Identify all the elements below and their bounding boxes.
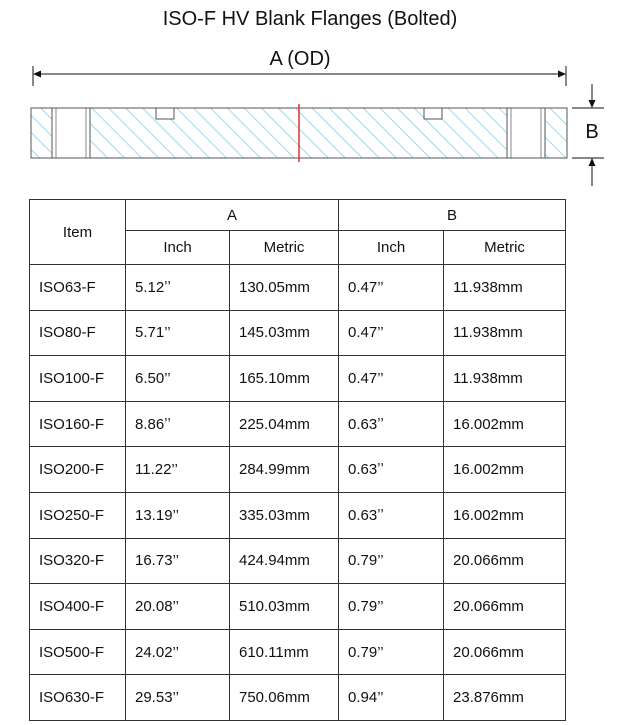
a-metric-cell: 424.94mm (230, 538, 339, 584)
table-row (30, 447, 566, 493)
b-inch-cell: 0.94’’ (339, 675, 444, 721)
table-row (30, 401, 566, 447)
table-row (30, 310, 566, 356)
group-a-header: A (126, 200, 339, 231)
a-metric-cell: 750.06mm (230, 675, 339, 721)
b-metric-cell: 23.876mm (444, 675, 566, 721)
b-inch-header: Inch (339, 231, 444, 265)
flange-body (31, 104, 567, 162)
bolt-hole-left (52, 108, 90, 158)
a-inch-cell: 5.12ʼʼ (126, 265, 230, 311)
groove-right (424, 108, 442, 119)
item-cell: ISO250-F (30, 492, 126, 538)
a-inch-cell: 16.73’’ (126, 538, 230, 584)
table-row (30, 584, 566, 630)
b-metric-cell: 20.066mm (444, 538, 566, 584)
item-column-header: Item (30, 200, 126, 265)
b-metric-cell: 11.938mm (444, 265, 566, 311)
page-title: ISO-F HV Blank Flanges (Bolted) (162, 8, 458, 30)
flange-cross-section-drawing (0, 0, 620, 200)
table-row (30, 265, 566, 311)
table-row (30, 492, 566, 538)
table-row (30, 356, 566, 402)
item-cell: ISO200-F (30, 447, 126, 493)
item-cell: ISO400-F (30, 584, 126, 630)
a-metric-cell: 610.11mm (230, 629, 339, 675)
b-inch-cell: 0.63ʼʼ (339, 401, 444, 447)
a-inch-cell: 6.50’’ (126, 356, 230, 402)
groove-left (156, 108, 174, 119)
item-cell: ISO630-F (30, 675, 126, 721)
b-inch-cell: 0.79’’ (339, 538, 444, 584)
arrow-right-icon (558, 71, 566, 78)
item-cell: ISO320-F (30, 538, 126, 584)
table-row (30, 675, 566, 721)
table-row (30, 538, 566, 584)
arrow-down-icon (589, 100, 596, 108)
item-cell: ISO160-F (30, 401, 126, 447)
a-inch-cell: 13.19’’ (126, 492, 230, 538)
a-inch-cell: 29.53’’ (126, 675, 230, 721)
b-metric-header: Metric (444, 231, 566, 265)
a-inch-cell: 5.71’’ (126, 310, 230, 356)
a-inch-cell: 24.02’’ (126, 629, 230, 675)
a-metric-cell: 130.05mm (230, 265, 339, 311)
a-metric-cell: 165.10mm (230, 356, 339, 402)
b-inch-cell: 0.47’’ (339, 356, 444, 402)
b-inch-cell: 0.47’’ (339, 265, 444, 311)
b-inch-cell: 0.63ʼʼ (339, 492, 444, 538)
b-metric-cell: 11.938mm (444, 310, 566, 356)
b-metric-cell: 11.938mm (444, 356, 566, 402)
table-row (30, 629, 566, 675)
od-dimension-label: A (OD) (269, 48, 331, 70)
b-metric-cell: 20.066mm (444, 629, 566, 675)
a-inch-header: Inch (126, 231, 230, 265)
thickness-dimension-label: B (585, 121, 599, 143)
b-metric-cell: 16.002mm (444, 492, 566, 538)
item-cell: ISO80-F (30, 310, 126, 356)
b-metric-cell: 16.002mm (444, 447, 566, 493)
b-inch-cell: 0.79’’ (339, 584, 444, 630)
a-inch-cell: 20.08’’ (126, 584, 230, 630)
item-cell: ISO63-F (30, 265, 126, 311)
b-metric-cell: 20.066mm (444, 584, 566, 630)
a-metric-cell: 510.03mm (230, 584, 339, 630)
a-metric-cell: 145.03mm (230, 310, 339, 356)
a-metric-header: Metric (230, 231, 339, 265)
dimensions-table (29, 199, 566, 721)
item-cell: ISO500-F (30, 629, 126, 675)
item-cell: ISO100-F (30, 356, 126, 402)
a-metric-cell: 284.99mm (230, 447, 339, 493)
a-metric-cell: 335.03mm (230, 492, 339, 538)
arrow-left-icon (33, 71, 41, 78)
b-inch-cell: 0.47’’ (339, 310, 444, 356)
bolt-hole-right (507, 108, 545, 158)
a-inch-cell: 11.22’’ (126, 447, 230, 493)
b-inch-cell: 0.63ʼʼ (339, 447, 444, 493)
a-metric-cell: 225.04mm (230, 401, 339, 447)
arrow-up-icon (589, 158, 596, 166)
a-inch-cell: 8.86ʼʼ (126, 401, 230, 447)
b-metric-cell: 16.002mm (444, 401, 566, 447)
b-inch-cell: 0.79’’ (339, 629, 444, 675)
group-b-header: B (339, 200, 566, 231)
